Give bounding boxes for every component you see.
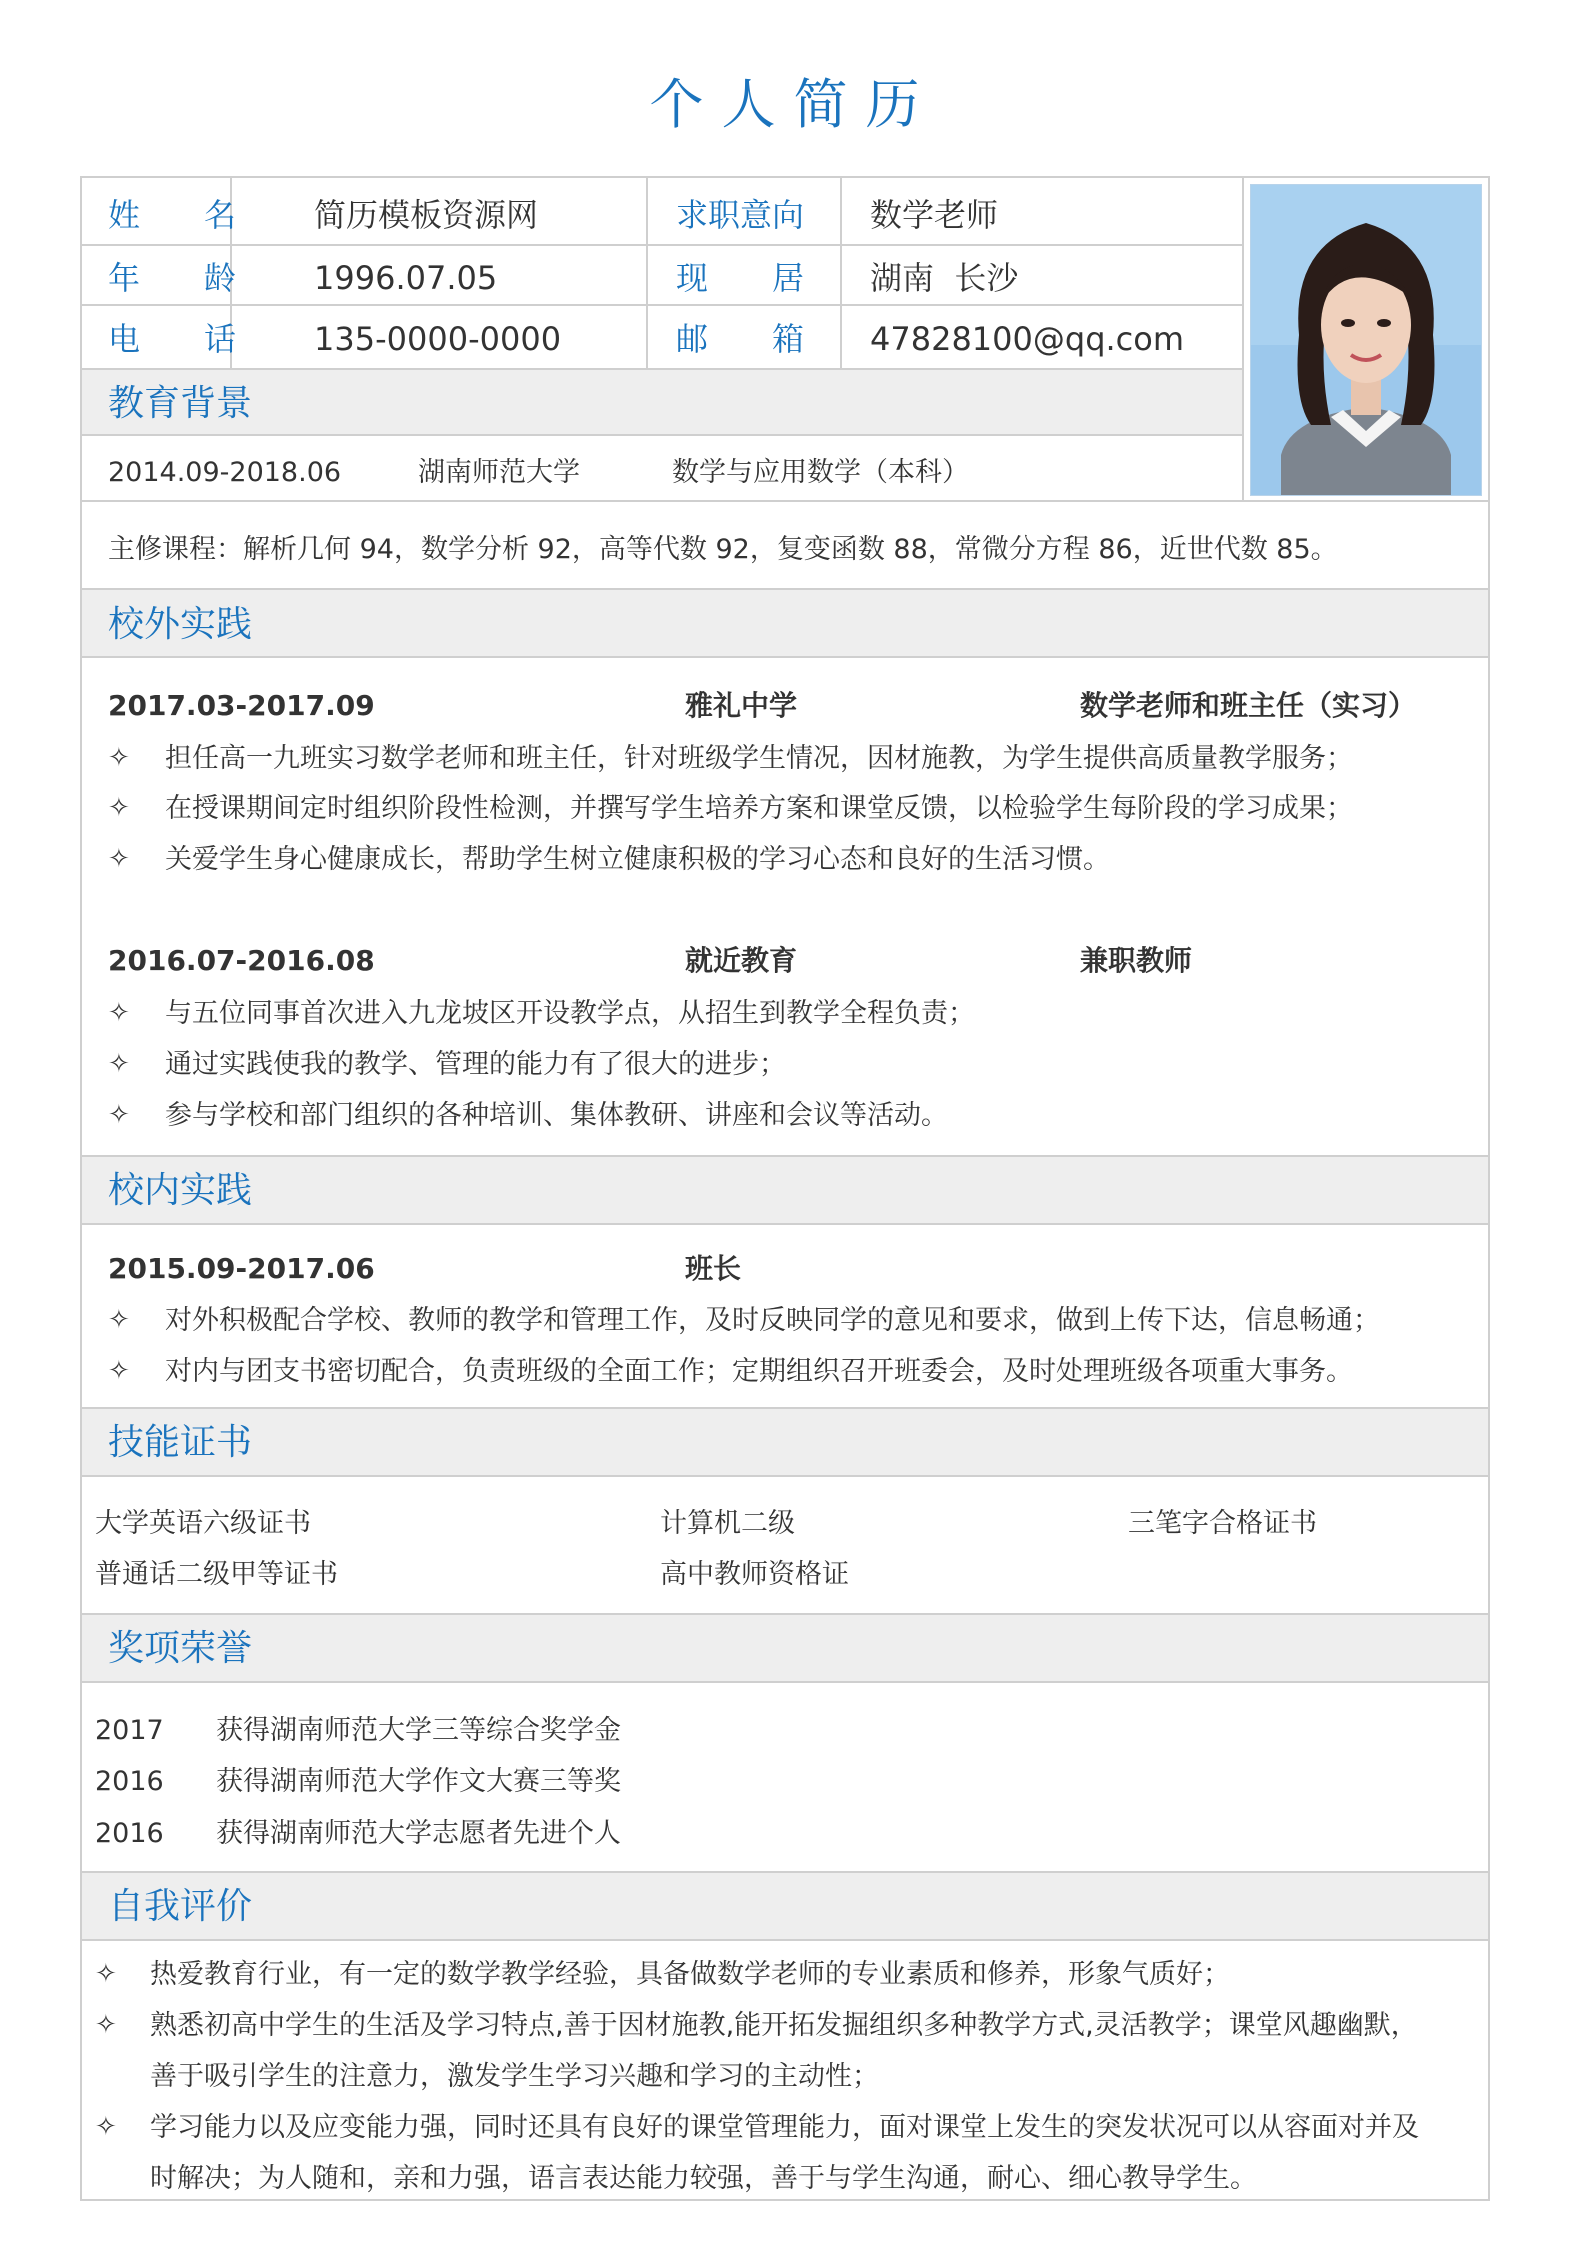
divider [82,434,1244,436]
list-item-continued: 时解决；为人随和，亲和力强，语言表达能力较强，善于与学生沟通，耐心、细心教导学生。 [150,2163,1257,2194]
award-text: 获得湖南师范大学志愿者先进个人 [216,1818,621,1849]
award-year: 2016 [95,1766,164,1797]
list-item: 学习能力以及应变能力强，同时还具有良好的课堂管理能力，面对课堂上发生的突发状况可以从容面对并及 [150,2112,1419,2143]
entry-organization: 就近教育 [685,944,798,977]
award-year: 2016 [95,1818,164,1849]
self-eval-header-band [82,1873,1488,1941]
entry-role: 兼职教师 [1080,944,1193,977]
entry-role: 数学老师和班主任（实习） [1080,689,1417,722]
bullet-icon: ✧ [108,1356,130,1386]
external-header-band [82,590,1488,658]
job-intent-value: 数学老师 [870,196,999,234]
list-item: 关爱学生身心健康成长，帮助学生树立健康积极的学习心态和良好的生活习惯。 [165,844,1110,875]
divider [82,1475,1488,1477]
skill-item: 普通话二级甲等证书 [95,1559,338,1590]
bullet-icon: ✧ [108,1305,130,1335]
phone-value: 135-0000-0000 [314,320,562,358]
entry-period: 2017.03-2017.09 [108,689,375,722]
education-major: 数学与应用数学（本科） [672,457,969,488]
award-text: 获得湖南师范大学作文大赛三等奖 [216,1766,621,1797]
divider [82,588,1488,590]
divider [82,244,1244,246]
divider [82,368,1244,370]
name-value: 简历模板资源网 [314,196,539,234]
skills-heading: 技能证书 [108,1422,253,1463]
education-heading: 教育背景 [108,383,253,424]
profile-photo [1250,184,1482,496]
birth-date-value: 1996.07.05 [314,259,498,297]
self-evaluation-heading: 自我评价 [108,1886,253,1927]
residence-label: 现 居 [676,259,804,297]
skill-item: 计算机二级 [660,1508,795,1539]
bullet-icon: ✧ [108,998,130,1028]
divider [82,1871,1488,1873]
list-item: 热爱教育行业，有一定的数学教学经验，具备做数学老师的专业素质和修养，形象气质好； [150,1959,1230,1990]
internal-practice-heading: 校内实践 [108,1170,253,1211]
divider [82,500,1488,502]
education-school: 湖南师范大学 [418,457,580,488]
divider [82,1681,1488,1683]
bullet-icon: ✧ [108,1049,130,1079]
award-text: 获得湖南师范大学三等综合奖学金 [216,1715,621,1746]
list-item: 担任高一九班实习数学老师和班主任，针对班级学生情况，因材施教，为学生提供高质量教学服务； [165,743,1353,774]
awards-heading: 奖项荣誉 [108,1628,253,1669]
bullet-icon: ✧ [108,793,130,823]
list-item-continued: 善于吸引学生的注意力，激发学生学习兴趣和学习的主动性； [150,2061,879,2092]
skill-item: 大学英语六级证书 [95,1508,311,1539]
list-item: 对内与团支书密切配合，负责班级的全面工作；定期组织召开班委会，及时处理班级各项重大事务。 [165,1356,1353,1387]
portrait-image [1251,185,1481,495]
divider [82,656,1488,658]
divider [82,1407,1488,1409]
skill-item: 三笔字合格证书 [1128,1508,1317,1539]
entry-role: 班长 [685,1252,742,1285]
bullet-icon: ✧ [108,844,130,874]
divider [840,178,842,370]
divider [82,1155,1488,1157]
entry-organization: 雅礼中学 [685,689,798,722]
list-item: 对外积极配合学校、教师的教学和管理工作，及时反映同学的意见和要求，做到上传下达，信息畅通； [165,1305,1380,1336]
list-item: 通过实践使我的教学、管理的能力有了很大的进步； [165,1049,786,1080]
entry-period: 2016.07-2016.08 [108,944,375,977]
bullet-icon: ✧ [95,2010,117,2040]
awards-header-band [82,1615,1488,1683]
list-item: 在授课期间定时组织阶段性检测，并撰写学生培养方案和课堂反馈，以检验学生每阶段的学习成果； [165,793,1353,824]
divider [82,304,1244,306]
divider [82,1613,1488,1615]
bullet-icon: ✧ [108,743,130,773]
bullet-icon: ✧ [95,1959,117,1989]
education-period: 2014.09-2018.06 [108,457,342,488]
age-label: 年 龄 [108,259,236,297]
education-courses: 主修课程：解析几何 94，数学分析 92，高等代数 92，复变函数 88，常微分方程 86，近世代数 85。 [108,534,1338,565]
email-value: 47828100@qq.com [870,320,1185,358]
internal-header-band [82,1157,1488,1225]
job-intent-label: 求职意向 [676,196,805,234]
page-title: 个人简历 [649,73,938,136]
email-label: 邮 箱 [676,320,804,358]
name-label: 姓 名 [108,196,236,234]
divider [82,1939,1488,1941]
phone-label: 电 话 [108,320,236,358]
skill-item: 高中教师资格证 [660,1559,849,1590]
divider [1242,178,1244,500]
divider [646,178,648,370]
list-item: 与五位同事首次进入九龙坡区开设教学点，从招生到教学全程负责； [165,998,975,1029]
skills-header-band [82,1409,1488,1477]
list-item: 参与学校和部门组织的各种培训、集体教研、讲座和会议等活动。 [165,1100,948,1131]
education-header-band [82,370,1242,436]
bullet-icon: ✧ [108,1100,130,1130]
award-year: 2017 [95,1715,164,1746]
list-item: 熟悉初高中学生的生活及学习特点,善于因材施教,能开拓发掘组织多种教学方式,灵活教学；课堂风趣幽默， [150,2010,1418,2041]
external-practice-heading: 校外实践 [108,604,253,645]
divider [82,1223,1488,1225]
residence-value: 湖南 长沙 [870,259,1019,297]
bullet-icon: ✧ [95,2112,117,2142]
entry-period: 2015.09-2017.06 [108,1252,375,1285]
